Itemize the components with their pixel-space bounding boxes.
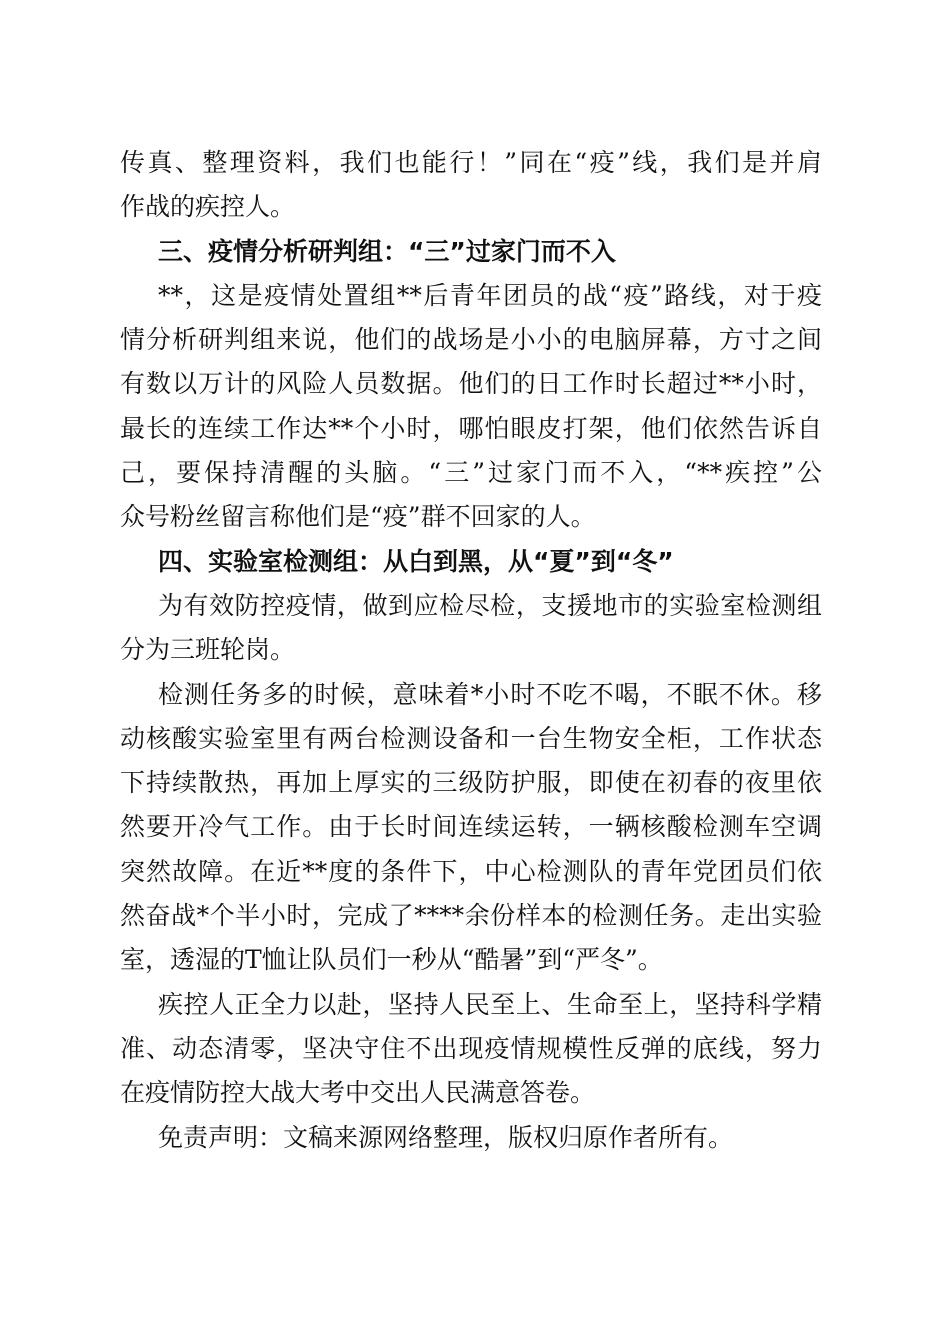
text-line: 情分析研判组来说，他们的战场是小小的电脑屏幕，方寸之间 <box>120 325 822 355</box>
text-line: 三、疫情分析研判组：“三”过家门而不入 <box>158 236 616 266</box>
paragraph <box>120 274 822 540</box>
text-line: 四、实验室检测组：从白到黑，从“夏”到“冬” <box>158 546 674 576</box>
text-line: 免责声明：文稿来源网络整理，版权归原作者所有。 <box>158 1122 734 1152</box>
text-line: 传真、整理资料，我们也能行！”同在“疫”线，我们是并肩 <box>120 148 822 177</box>
text-line: 检测任务多的时候，意味着*小时不吃不喝，不眠不休。移 <box>158 679 822 709</box>
text-line: 众号粉丝留言称他们是“疫”群不回家的人。 <box>120 502 596 532</box>
section-heading <box>120 230 822 274</box>
text-line: 己，要保持清醒的头脑。“三”过家门而不入，“**疾控”公 <box>120 458 822 488</box>
document-page <box>120 141 822 1160</box>
paragraph <box>120 673 822 983</box>
text-line: 最长的连续工作达**个小时，哪怕眼皮打架，他们依然告诉自 <box>120 413 822 443</box>
text-line: 下持续散热，再加上厚实的三级防护服，即使在初春的夜里依 <box>120 768 822 798</box>
text-line: 准、动态清零，坚决守住不出现疫情规模性反弹的底线，努力 <box>120 1033 822 1063</box>
text-line: 分为三班轮岗。 <box>120 635 296 665</box>
text-line: 有数以万计的风险人员数据。他们的日工作时长超过**小时， <box>120 369 822 399</box>
paragraph <box>120 141 822 230</box>
text-line: 作战的疾控人。 <box>120 192 296 222</box>
text-line: **，这是疫情处置组**后青年团员的战“疫”路线，对于疫 <box>158 280 822 310</box>
text-line: 疾控人正全力以赴，坚持人民至上、生命至上，坚持科学精 <box>158 989 822 1019</box>
text-line: 突然故障。在近**度的条件下，中心检测队的青年党团员们依 <box>120 856 822 886</box>
text-line: 为有效防控疫情，做到应检尽检，支援地市的实验室检测组 <box>158 590 822 620</box>
text-line: 然奋战*个半小时，完成了****余份样本的检测任务。走出实验 <box>120 901 822 931</box>
section-heading <box>120 540 822 584</box>
text-line: 在疫情防控大战大考中交出人民满意答卷。 <box>120 1078 596 1108</box>
paragraph <box>120 584 822 673</box>
paragraph <box>120 1116 822 1160</box>
paragraph <box>120 983 822 1116</box>
text-line: 然要开冷气工作。由于长时间连续运转，一辆核酸检测车空调 <box>120 812 822 842</box>
text-line: 室，透湿的T恤让队员们一秒从“酷暑”到“严冬”。 <box>120 945 663 975</box>
text-line: 动核酸实验室里有两台检测设备和一台生物安全柜，工作状态 <box>120 723 822 753</box>
